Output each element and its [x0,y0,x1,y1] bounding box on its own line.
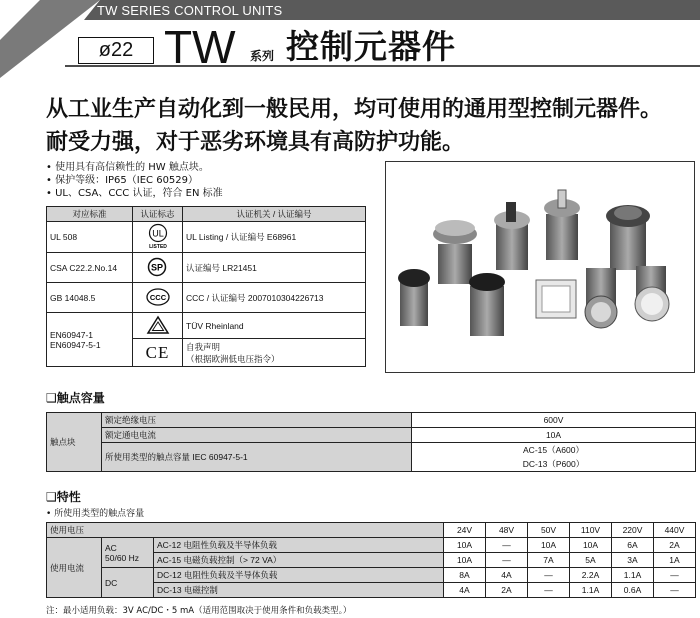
bullet-item: • 保护等级：IP65（IEC 60529） [46,175,199,186]
value-cell: 2A [486,583,528,598]
model-name: TW [164,21,236,73]
section-title-characteristics: ❑特性 [46,490,81,504]
bullet-item: • 使用具有高信赖性的 HW 触点块。 [46,162,209,173]
column-header: 对应标准 [47,207,133,222]
mushroom-button-unit [433,220,477,284]
pushbutton-unit [606,205,650,270]
voltage-header: 220V [612,523,654,538]
info-cell: TÜV Rheinland [183,313,366,339]
table-row [47,222,366,253]
table-row [47,253,366,283]
value-cell: — [486,538,528,553]
standard-text: EN60947-5-1 [50,339,101,350]
headline-line-2: 耐受力强，对于恶劣环境具有高防护功能。 [46,129,465,155]
voltage-header: 24V [444,523,486,538]
category-cell: DC-13 电磁控制 [154,583,444,598]
category-cell: DC-12 电阻性负载及半导体负载 [154,568,444,583]
csa-logo-text: SP [150,262,163,272]
info-cell: UL Listing / 认证编号 E68961 [183,222,366,253]
page-header [0,0,700,78]
square-lamp-unit [536,280,576,318]
table-row [47,413,696,428]
voltage-header: 440V [654,523,696,538]
value-cell: 4A [444,583,486,598]
value-cell: 7A [528,553,570,568]
value-cell: — [654,583,696,598]
footnote: 注：最小适用负载：3V AC/DC・5 mA（适用范围取决于使用条件和负载类型。） [46,606,352,616]
value-cell: 10A [412,428,696,443]
section-title-contact: ❑触点容量 [46,391,105,405]
table-row [47,283,366,313]
category-cell: AC-15 电磁负载控制（> 72 VA） [154,553,444,568]
voltage-header: 110V [570,523,612,538]
table-row [47,428,696,443]
ul-logo-sub: LISTED [148,244,167,250]
standard-cell [47,313,133,367]
feature-bullets [46,161,223,200]
product-photo-graphic [386,162,694,372]
ac-label [102,538,154,568]
page-title: 控制元器件 [286,27,456,66]
ccc-logo-icon [143,286,173,308]
value-cell: 8A [444,568,486,583]
standard-cell: GB 14048.5 [47,283,133,313]
characteristics-table [46,522,696,598]
ul-listed-logo-icon [143,222,173,250]
value-cell: 1.1A [612,568,654,583]
row-label: 所使用类型的触点容量 IEC 60947-5-1 [102,443,412,472]
value-cell: 0.6A [612,583,654,598]
series-cn-label: 系列 [250,49,275,63]
voltage-label: 使用电压 [47,523,444,538]
value-cell: 2A [654,538,696,553]
standard-text: EN60947-1 [50,329,94,340]
certification-table [46,206,366,367]
row-label: 额定通电电流 [102,428,412,443]
ul-logo-text: UL [151,228,164,239]
series-name-en: TW SERIES CONTROL UNITS [97,3,283,18]
ac-text: AC [105,542,117,553]
info-cell: 认证编号 LR21451 [183,253,366,283]
value-cell: — [654,568,696,583]
info-cell: CCC / 认证编号 2007010304226713 [183,283,366,313]
value-cell: 4A [486,568,528,583]
round-button-unit [585,268,617,328]
value-cell: — [486,553,528,568]
value-cell: AC-15（A600） [412,443,696,458]
table-row [47,443,696,458]
voltage-header: 48V [486,523,528,538]
category-cell: AC-12 电阻性负载及半导体负载 [154,538,444,553]
info-text: （根据欧洲低电压指令） [186,353,280,364]
key-switch-unit [544,190,580,260]
ccc-logo-text: CCC [149,292,166,302]
section-subtitle: • 所使用类型的触点容量 [46,509,145,519]
value-cell: 1A [654,553,696,568]
contact-capacity-table [46,412,696,472]
table-row [47,313,366,339]
value-cell: 5A [570,553,612,568]
value-cell: 1.1A [570,583,612,598]
value-cell: 3A [612,553,654,568]
info-cell [183,339,366,367]
headline-line-1: 从工业生产自动化到一般民用，均可使用的通用型控制元器件。 [46,96,663,122]
selector-switch-unit [494,202,530,270]
value-cell: 10A [528,538,570,553]
black-switch-unit [469,273,505,336]
size-label: ø22 [78,37,154,64]
table-row [47,523,696,538]
value-cell: 600V [412,413,696,428]
voltage-header: 50V [528,523,570,538]
value-cell: 10A [444,553,486,568]
column-header: 认证机关 / 认证编号 [183,207,366,222]
value-cell: — [528,568,570,583]
csa-logo-icon [143,255,173,279]
column-header: 认证标志 [133,207,183,222]
value-cell: DC-13（P600） [412,457,696,472]
standard-cell: UL 508 [47,222,133,253]
pilot-lamp-unit [398,269,430,326]
tuv-triangle-icon [146,315,170,335]
row-label: 额定绝缘电压 [102,413,412,428]
round-button-unit [635,266,669,321]
product-photo [385,161,695,373]
value-cell: 6A [612,538,654,553]
group-label: 触点块 [47,413,102,472]
value-cell: 10A [444,538,486,553]
table-row [47,538,696,553]
bullet-item: • UL、CSA、CCC 认证，符合 EN 标准 [46,188,223,199]
value-cell: 10A [570,538,612,553]
info-text: 自我声明 [186,341,221,352]
value-cell: 2.2A [570,568,612,583]
dc-label: DC [102,568,154,598]
current-label: 使用电流 [47,538,102,598]
ce-logo-icon: CE [145,342,170,362]
value-cell: — [528,583,570,598]
standard-cell: CSA C22.2.No.14 [47,253,133,283]
table-row [47,568,696,583]
ac-freq-text: 50/60 Hz [105,552,140,563]
